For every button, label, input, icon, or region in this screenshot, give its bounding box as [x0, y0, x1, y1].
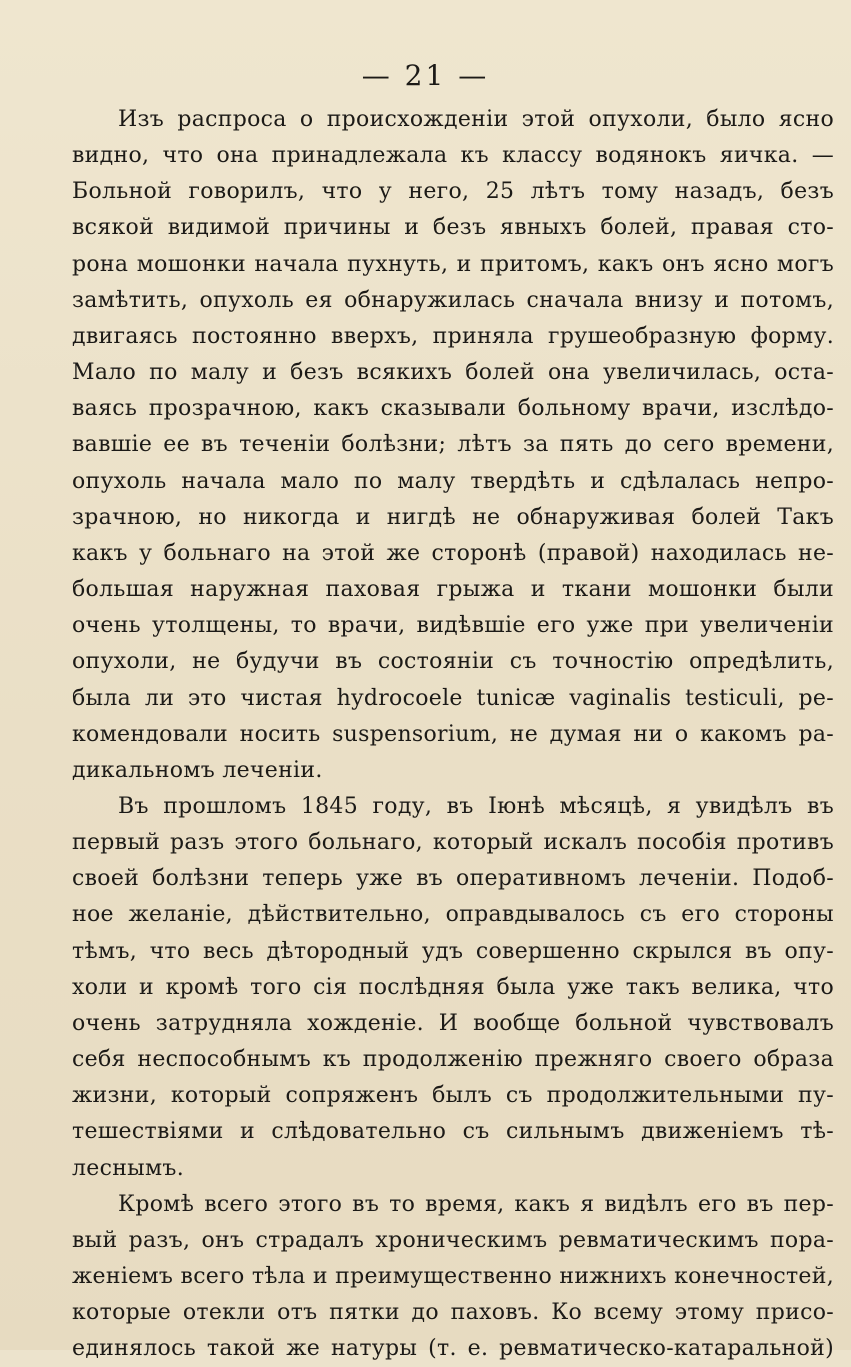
paragraph-1	[72, 102, 834, 789]
text-line: видно, что она принадлежала къ классу водянокъ яичка. —	[72, 143, 834, 169]
text-line: женіемъ всего тѣла и преимущественно нижнихъ конечностей,	[72, 1264, 834, 1289]
text-line: очень затрудняла хожденіе. И вообще больной чувствовалъ	[72, 1010, 834, 1036]
text-line: себя неспособнымъ къ продолженію прежняго своего образа	[72, 1047, 834, 1073]
text-line: дикальномъ леченіи.	[72, 757, 323, 783]
text-line: тѣмъ, что весь дѣтородный удъ совершенно скрылся въ опу-	[72, 938, 834, 964]
text-line: тешествіями и слѣдовательно съ сильнымъ движеніемъ тѣ-	[72, 1119, 834, 1145]
text-line: Больной говорилъ, что у него, 25 лѣтъ тому назадъ, безъ	[72, 179, 834, 205]
text-line: вый разъ, онъ страдалъ хроническимъ ревматическимъ пора-	[72, 1227, 834, 1253]
text-line: зрачною, но никогда и нигдѣ не обнаруживая болей Такъ	[72, 504, 834, 530]
text-line: жизни, который сопряженъ былъ съ продолжительными пу-	[72, 1083, 834, 1109]
text-line: Кромѣ всего этого въ то время, какъ я видѣлъ его въ пер-	[118, 1191, 834, 1217]
text-line: двигаясь постоянно вверхъ, приняла грушеобразную форму.	[72, 323, 834, 349]
text-line: комендовали носить suspensorium, не думая ни о какомъ ра-	[72, 721, 834, 747]
paragraph-3	[72, 1187, 834, 1367]
text-line: первый разъ этого больнаго, который искалъ пособія противъ	[72, 830, 834, 856]
page-number: — 21 —	[361, 59, 490, 92]
text-line: большая наружная паховая грыжа и ткани мошонки были	[72, 577, 834, 603]
paragraph-2	[72, 789, 834, 1187]
text-line: единялось такой же натуры (т. е. ревматическо-катаральной)	[72, 1336, 834, 1362]
text-line: которые отекли отъ пятки до паховъ. Ко всему этому присо-	[72, 1300, 834, 1326]
text-line: Изъ распроса о происхожденіи этой опухоли, было ясно	[118, 107, 834, 132]
body-text	[72, 102, 834, 1367]
text-line: холи и кромѣ того сія послѣдняя была уже такъ велика, что	[72, 974, 834, 1000]
text-line: очень утолщены, то врачи, видѣвшіе его уже при увеличеніи	[72, 613, 834, 639]
text-line: опухоль начала мало по малу твердѣть и сдѣлалась непро-	[72, 468, 834, 494]
text-line: была ли это чистая hydrocoele tunicæ vaginalis testiculi, ре-	[72, 685, 834, 711]
text-line: Въ прошломъ 1845 году, въ Іюнѣ мѣсяцѣ, я увидѣлъ въ	[118, 793, 834, 819]
text-line: Мало по малу и безъ всякихъ болей она увеличилась, оста-	[72, 360, 834, 386]
text-line: всякой видимой причины и безъ явныхъ болей, правая сто-	[72, 215, 834, 241]
text-line: рона мошонки начала пухнуть, и притомъ, какъ онъ ясно могъ	[72, 251, 834, 277]
text-line: ваясь прозрачною, какъ сказывали больному врачи, изслѣдо-	[72, 396, 834, 422]
text-line: ное желаніе, дѣйствительно, оправдывалось съ его стороны	[72, 902, 834, 928]
text-line: какъ у больнаго на этой же сторонѣ (правой) находилась не-	[72, 540, 834, 566]
text-line: своей болѣзни теперь уже въ оперативномъ леченіи. Подоб-	[72, 866, 834, 892]
text-line: леснымъ.	[72, 1155, 184, 1181]
text-line: замѣтить, опухоль ея обнаружилась сначала внизу и потомъ,	[72, 287, 834, 313]
text-line: вавшіе ее въ теченіи болѣзни; лѣтъ за пять до сего времени,	[72, 432, 834, 458]
text-line: опухоли, не будучи въ состояніи съ точностію опредѣлить,	[72, 649, 834, 675]
